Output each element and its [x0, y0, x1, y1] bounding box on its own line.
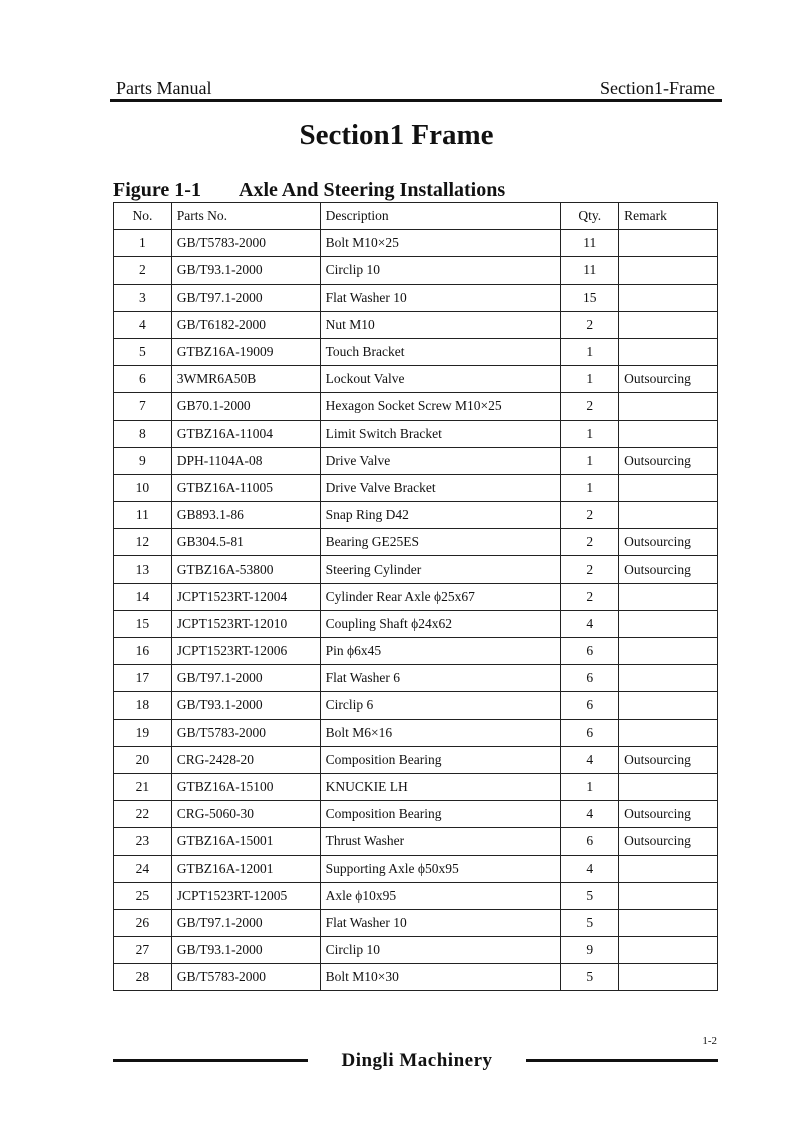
- part-description: Composition Bearing: [320, 801, 561, 828]
- part-quantity: 11: [561, 257, 619, 284]
- header-divider: [110, 99, 722, 102]
- part-number: GB/T6182-2000: [171, 311, 320, 338]
- part-description: Circlip 10: [320, 937, 561, 964]
- part-number: JCPT1523RT-12004: [171, 583, 320, 610]
- part-number: JCPT1523RT-12010: [171, 610, 320, 637]
- part-remark: Outsourcing: [619, 828, 718, 855]
- table-row: [114, 882, 718, 909]
- part-quantity: 11: [561, 230, 619, 257]
- column-header-qty: Qty.: [561, 203, 619, 230]
- part-remark: [619, 719, 718, 746]
- part-quantity: 6: [561, 692, 619, 719]
- part-number: GTBZ16A-11004: [171, 420, 320, 447]
- part-remark: [619, 773, 718, 800]
- part-description: Composition Bearing: [320, 746, 561, 773]
- table-row: [114, 610, 718, 637]
- part-remark: [619, 257, 718, 284]
- part-description: Circlip 6: [320, 692, 561, 719]
- row-number: 26: [114, 909, 172, 936]
- column-header-no: No.: [114, 203, 172, 230]
- part-quantity: 1: [561, 420, 619, 447]
- part-quantity: 2: [561, 583, 619, 610]
- part-quantity: 2: [561, 311, 619, 338]
- row-number: 22: [114, 801, 172, 828]
- part-remark: [619, 638, 718, 665]
- table-row: [114, 393, 718, 420]
- part-quantity: 2: [561, 502, 619, 529]
- table-row: [114, 447, 718, 474]
- column-header-description: Description: [320, 203, 561, 230]
- part-number: CRG-5060-30: [171, 801, 320, 828]
- table-row: [114, 909, 718, 936]
- part-number: GB/T5783-2000: [171, 964, 320, 991]
- part-quantity: 2: [561, 529, 619, 556]
- part-number: GTBZ16A-11005: [171, 474, 320, 501]
- table-row: [114, 828, 718, 855]
- table-row: [114, 474, 718, 501]
- part-quantity: 6: [561, 665, 619, 692]
- part-description: Flat Washer 6: [320, 665, 561, 692]
- row-number: 14: [114, 583, 172, 610]
- table-row: [114, 964, 718, 991]
- row-number: 23: [114, 828, 172, 855]
- column-header-remark: Remark: [619, 203, 718, 230]
- table-row: [114, 746, 718, 773]
- part-description: Touch Bracket: [320, 338, 561, 365]
- part-remark: [619, 937, 718, 964]
- part-remark: [619, 284, 718, 311]
- part-description: Bolt M10×25: [320, 230, 561, 257]
- part-remark: [619, 393, 718, 420]
- figure-title: Axle And Steering Installations: [239, 179, 506, 201]
- part-remark: Outsourcing: [619, 801, 718, 828]
- part-description: Drive Valve Bracket: [320, 474, 561, 501]
- part-remark: [619, 855, 718, 882]
- row-number: 2: [114, 257, 172, 284]
- part-description: Coupling Shaft ϕ24x62: [320, 610, 561, 637]
- part-quantity: 1: [561, 474, 619, 501]
- part-number: GTBZ16A-53800: [171, 556, 320, 583]
- part-remark: [619, 230, 718, 257]
- part-remark: [619, 665, 718, 692]
- part-quantity: 2: [561, 556, 619, 583]
- part-remark: [619, 420, 718, 447]
- row-number: 25: [114, 882, 172, 909]
- figure-caption: [113, 178, 505, 202]
- part-number: GB/T5783-2000: [171, 230, 320, 257]
- part-quantity: 1: [561, 447, 619, 474]
- part-description: Snap Ring D42: [320, 502, 561, 529]
- part-number: GB70.1-2000: [171, 393, 320, 420]
- part-remark: [619, 311, 718, 338]
- part-number: JCPT1523RT-12005: [171, 882, 320, 909]
- part-remark: [619, 583, 718, 610]
- part-quantity: 5: [561, 964, 619, 991]
- row-number: 1: [114, 230, 172, 257]
- row-number: 16: [114, 638, 172, 665]
- row-number: 24: [114, 855, 172, 882]
- row-number: 11: [114, 502, 172, 529]
- part-number: CRG-2428-20: [171, 746, 320, 773]
- column-header-parts-no: Parts No.: [171, 203, 320, 230]
- table-row: [114, 284, 718, 311]
- figure-label: Figure 1-1: [113, 179, 201, 201]
- part-quantity: 5: [561, 909, 619, 936]
- part-description: Limit Switch Bracket: [320, 420, 561, 447]
- part-number: GB893.1-86: [171, 502, 320, 529]
- part-number: JCPT1523RT-12006: [171, 638, 320, 665]
- page-number: 1-2: [702, 1035, 717, 1047]
- table-row: [114, 311, 718, 338]
- table-row: [114, 583, 718, 610]
- table-row: [114, 801, 718, 828]
- row-number: 27: [114, 937, 172, 964]
- part-description: Nut M10: [320, 311, 561, 338]
- part-remark: Outsourcing: [619, 366, 718, 393]
- part-quantity: 4: [561, 855, 619, 882]
- part-quantity: 2: [561, 393, 619, 420]
- part-description: Cylinder Rear Axle ϕ25x67: [320, 583, 561, 610]
- table-row: [114, 855, 718, 882]
- part-description: KNUCKIE LH: [320, 773, 561, 800]
- header-section-label: Section1-Frame: [600, 78, 715, 98]
- part-number: GB/T97.1-2000: [171, 284, 320, 311]
- part-remark: [619, 338, 718, 365]
- part-quantity: 5: [561, 882, 619, 909]
- table-row: [114, 937, 718, 964]
- part-description: Drive Valve: [320, 447, 561, 474]
- footer-divider-left: [113, 1059, 308, 1062]
- part-quantity: 1: [561, 773, 619, 800]
- part-number: DPH-1104A-08: [171, 447, 320, 474]
- part-remark: [619, 502, 718, 529]
- part-description: Pin ϕ6x45: [320, 638, 561, 665]
- table-row: [114, 502, 718, 529]
- part-remark: [619, 964, 718, 991]
- footer-company-name: Dingli Machinery: [341, 1050, 493, 1071]
- part-description: Hexagon Socket Screw M10×25: [320, 393, 561, 420]
- part-number: GB304.5-81: [171, 529, 320, 556]
- part-quantity: 4: [561, 610, 619, 637]
- part-remark: [619, 610, 718, 637]
- table-row: [114, 230, 718, 257]
- part-number: GB/T97.1-2000: [171, 909, 320, 936]
- part-number: GB/T93.1-2000: [171, 257, 320, 284]
- part-number: 3WMR6A50B: [171, 366, 320, 393]
- part-remark: Outsourcing: [619, 447, 718, 474]
- part-quantity: 6: [561, 638, 619, 665]
- row-number: 20: [114, 746, 172, 773]
- part-number: GB/T5783-2000: [171, 719, 320, 746]
- row-number: 8: [114, 420, 172, 447]
- part-quantity: 4: [561, 801, 619, 828]
- part-description: Flat Washer 10: [320, 284, 561, 311]
- table-row: [114, 638, 718, 665]
- row-number: 18: [114, 692, 172, 719]
- part-quantity: 1: [561, 366, 619, 393]
- row-number: 21: [114, 773, 172, 800]
- part-number: GTBZ16A-15001: [171, 828, 320, 855]
- header-manual-title: Parts Manual: [116, 78, 212, 98]
- part-description: Circlip 10: [320, 257, 561, 284]
- row-number: 4: [114, 311, 172, 338]
- part-quantity: 9: [561, 937, 619, 964]
- part-description: Axle ϕ10x95: [320, 882, 561, 909]
- row-number: 3: [114, 284, 172, 311]
- part-number: GTBZ16A-15100: [171, 773, 320, 800]
- part-remark: Outsourcing: [619, 529, 718, 556]
- table-row: [114, 420, 718, 447]
- row-number: 5: [114, 338, 172, 365]
- part-remark: [619, 882, 718, 909]
- part-description: Supporting Axle ϕ50x95: [320, 855, 561, 882]
- row-number: 12: [114, 529, 172, 556]
- section-title: Section1 Frame: [299, 119, 494, 151]
- row-number: 7: [114, 393, 172, 420]
- row-number: 17: [114, 665, 172, 692]
- part-remark: [619, 474, 718, 501]
- part-description: Bearing GE25ES: [320, 529, 561, 556]
- part-remark: Outsourcing: [619, 556, 718, 583]
- part-number: GTBZ16A-12001: [171, 855, 320, 882]
- part-description: Steering Cylinder: [320, 556, 561, 583]
- row-number: 28: [114, 964, 172, 991]
- part-quantity: 6: [561, 719, 619, 746]
- table-row: [114, 556, 718, 583]
- row-number: 6: [114, 366, 172, 393]
- table-row: [114, 665, 718, 692]
- row-number: 13: [114, 556, 172, 583]
- part-description: Thrust Washer: [320, 828, 561, 855]
- part-quantity: 15: [561, 284, 619, 311]
- row-number: 15: [114, 610, 172, 637]
- part-remark: Outsourcing: [619, 746, 718, 773]
- table-row: [114, 338, 718, 365]
- parts-table: [113, 202, 718, 991]
- part-description: Flat Washer 10: [320, 909, 561, 936]
- part-quantity: 6: [561, 828, 619, 855]
- row-number: 9: [114, 447, 172, 474]
- part-number: GB/T97.1-2000: [171, 665, 320, 692]
- table-row: [114, 366, 718, 393]
- parts-table-header-row: [114, 203, 718, 230]
- part-remark: [619, 909, 718, 936]
- part-description: Bolt M6×16: [320, 719, 561, 746]
- row-number: 19: [114, 719, 172, 746]
- table-row: [114, 692, 718, 719]
- footer-divider-right: [526, 1059, 718, 1062]
- part-description: Bolt M10×30: [320, 964, 561, 991]
- table-row: [114, 529, 718, 556]
- part-quantity: 4: [561, 746, 619, 773]
- part-number: GTBZ16A-19009: [171, 338, 320, 365]
- part-number: GB/T93.1-2000: [171, 692, 320, 719]
- part-quantity: 1: [561, 338, 619, 365]
- row-number: 10: [114, 474, 172, 501]
- table-row: [114, 257, 718, 284]
- table-row: [114, 773, 718, 800]
- part-description: Lockout Valve: [320, 366, 561, 393]
- part-number: GB/T93.1-2000: [171, 937, 320, 964]
- table-row: [114, 719, 718, 746]
- part-remark: [619, 692, 718, 719]
